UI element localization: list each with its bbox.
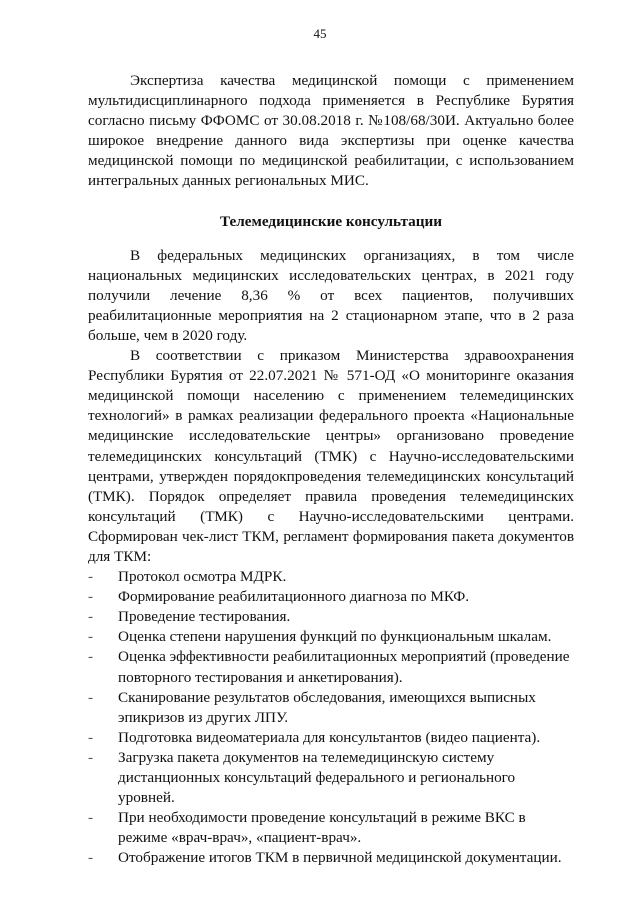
- list-item-text: Проведение тестирования.: [118, 608, 291, 626]
- list-marker: -: [88, 748, 94, 766]
- list-item: [88, 607, 574, 627]
- list-item: [88, 728, 574, 748]
- intro-paragraph: Экспертиза качества медицинской помощи с применением мультидисциплинарного подхода применяется в Республике Бурятия согласно письму ФФОМС от 30.08.2018 г. №108/68/30И. Актуально более широкое внедрение данного вида экспертизы при оценке качества медицинской помощи по медицинской реабилитации, с использованием интегральных данных региональных МИС.: [88, 72, 574, 190]
- list-item-text: Подготовка видеоматериала для консультантов (видео пациента).: [118, 728, 541, 746]
- list-item: [88, 808, 574, 848]
- list-item: [88, 748, 574, 808]
- list-item-text: Сканирование результатов обследования, имеющихся выписных эпикризов из других ЛПУ.: [118, 688, 536, 726]
- list-marker: -: [88, 608, 94, 626]
- page-content: [88, 71, 574, 868]
- list-item-text: Протокол осмотра МДРК.: [118, 568, 287, 586]
- list-item-text: Загрузка пакета документов на телемедицинскую систему дистанционных консультаций федерального и регионального уровней.: [118, 748, 516, 807]
- section-heading: Телемедицинские консультации: [219, 212, 443, 230]
- list-item-text: Оценка степени нарушения функций по функциональным шкалам.: [118, 628, 552, 646]
- list-item: [88, 647, 574, 687]
- list-item: [88, 587, 574, 607]
- tmk-checklist: [88, 567, 574, 868]
- list-marker: -: [88, 568, 94, 586]
- list-marker: -: [88, 648, 94, 666]
- paragraph-lechenie: В федеральных медицинских организациях, в том числе национальных медицинских исследовательских центрах, в 2021 году получили лечение 8,36 % от всех пациентов, получивших реабилитационные мероприятия на 2 стационарном этапе, что в 2 раза больше, чем в 2020 году.: [88, 246, 574, 344]
- list-item: [88, 688, 574, 728]
- list-item: [88, 627, 574, 647]
- list-marker: -: [88, 849, 94, 867]
- list-item: [88, 567, 574, 587]
- list-marker: -: [88, 588, 94, 606]
- list-item: [88, 848, 574, 868]
- list-marker: -: [88, 628, 94, 646]
- page-number: 45: [313, 26, 327, 41]
- list-marker: -: [88, 809, 94, 827]
- list-item-text: При необходимости проведение консультаций в режиме ВКС в режиме «врач-врач», «пациент-врач».: [118, 809, 526, 847]
- list-item-text: Формирование реабилитационного диагноза по МКФ.: [118, 588, 470, 606]
- list-marker: -: [88, 688, 94, 706]
- list-item-text: Оценка эффективности реабилитационных мероприятий (проведение повторного тестирования и анкетирования).: [118, 648, 570, 686]
- list-marker: -: [88, 728, 94, 746]
- list-item-text: Отображение итогов ТКМ в первичной медицинской документации.: [118, 849, 562, 867]
- paragraph-prikaz: В соответствии с приказом Министерства здравоохранения Республики Бурятия от 22.07.2021 № 571-ОД «О мониторинге оказания медицинской помощи населению с применением телемедицинских технологий» в рамках реализации федерального проекта «Национальные медицинские исследовательские центры» организовано проведение телемедицинских консультаций (ТМК) с Научно-исследовательскими центрами, утвержден порядокпроведения телемедицинских консультаций (ТМК). Порядок определяет правила проведения телемедицинских консультаций (ТМК) с Научно-исследовательскими центрами. Сформирован чек-лист ТКМ, регламент формирования пакета документов для ТКМ:: [88, 347, 574, 565]
